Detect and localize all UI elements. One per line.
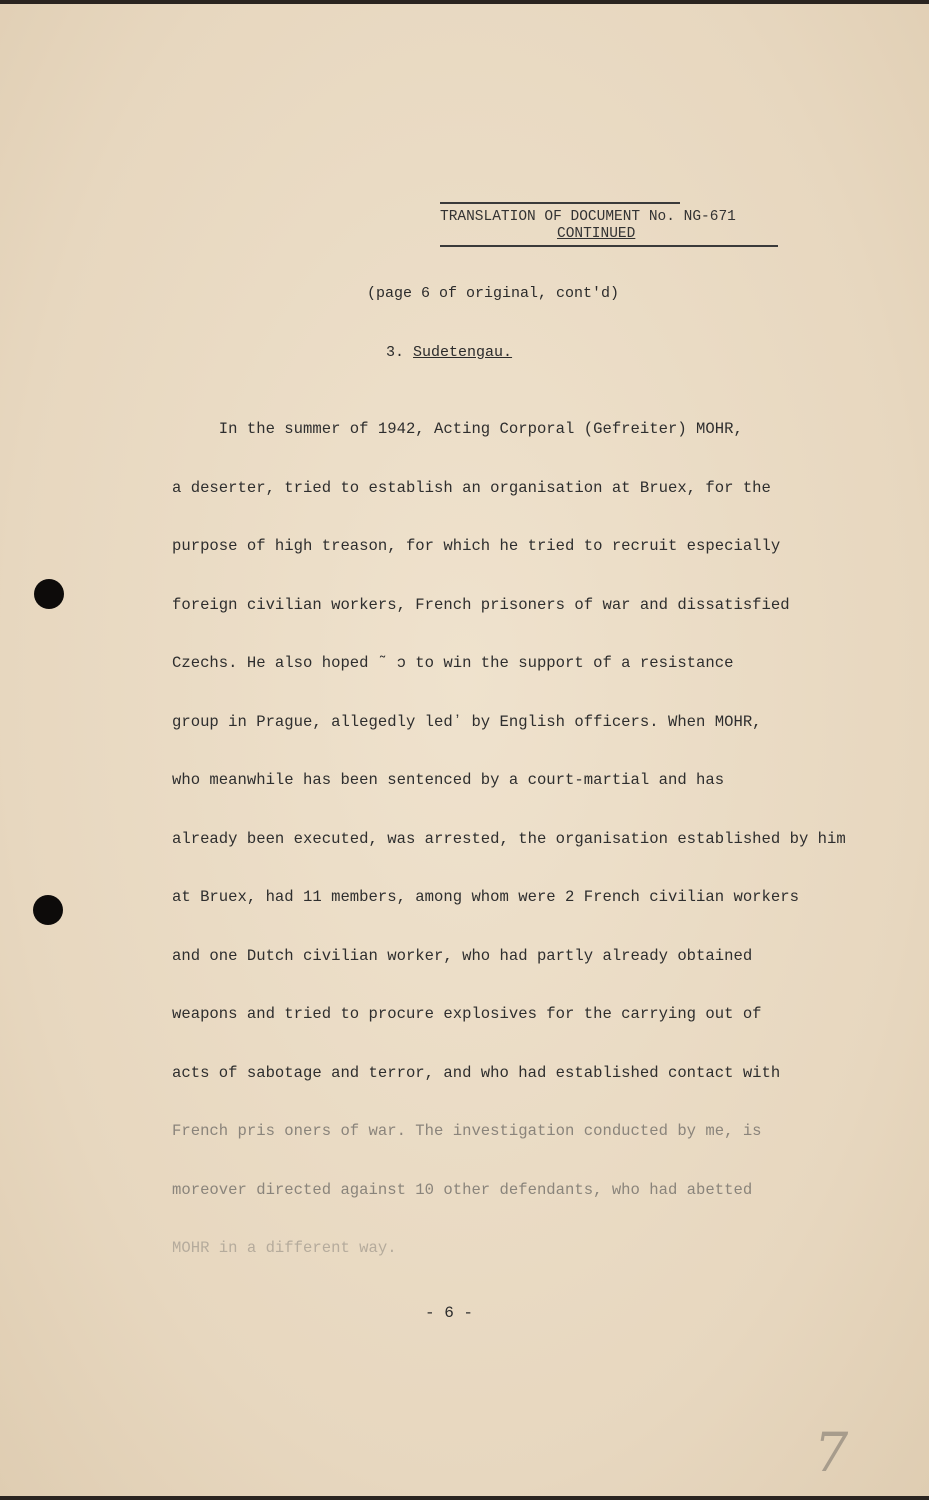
body-line: and one Dutch civilian worker, who had partly already obtained	[172, 946, 753, 965]
section-title: Sudetengau.	[413, 344, 513, 361]
body-paragraph	[172, 381, 872, 1298]
punch-hole-lower	[33, 895, 63, 925]
page-note: (page 6 of original, cont'd)	[367, 285, 620, 302]
header-rule-top	[440, 202, 680, 204]
document-page	[0, 4, 929, 1496]
body-line: at Bruex, had 11 members, among whom were 2 French civilian workers	[172, 888, 799, 906]
continued-label: CONTINUED	[557, 226, 636, 242]
page-number: - 6 -	[425, 1304, 474, 1322]
body-line: French pris oners of war. The investigation conducted by me, is	[172, 1122, 762, 1140]
punch-hole-upper	[34, 579, 64, 609]
body-line: In the summer of 1942, Acting Corporal (Gefreiter) MOHR,	[172, 420, 743, 438]
body-line: foreign civilian workers, French prisoners of war and dissatisfied	[172, 595, 790, 614]
body-line: purpose of high treason, for which he tried to recruit especially	[172, 537, 781, 555]
body-line: already been executed, was arrested, the organisation established by him	[172, 829, 846, 848]
handwritten-folio-number: 7	[808, 1421, 854, 1484]
body-line: group in Prague, allegedly ledʼ by English officers. When MOHR,	[172, 712, 762, 731]
document-title: TRANSLATION OF DOCUMENT No. NG-671	[440, 209, 736, 225]
body-line: MOHR in a different way.	[172, 1239, 397, 1257]
header-rule-bottom	[440, 245, 778, 247]
body-line: weapons and tried to procure explosives for the carrying out of	[172, 1005, 762, 1023]
section-number: 3.	[386, 344, 405, 361]
document-header	[440, 202, 780, 247]
body-line: acts of sabotage and terror, and who had established contact with	[172, 1063, 781, 1082]
section-heading	[386, 344, 512, 361]
body-line: who meanwhile has been sentenced by a court-martial and has	[172, 771, 725, 789]
body-line: moreover directed against 10 other defendants, who had abetted	[172, 1180, 753, 1199]
body-line: Czechs. He also hoped ˜ ɔ to win the support of a resistance	[172, 654, 734, 672]
body-line: a deserter, tried to establish an organisation at Bruex, for the	[172, 478, 771, 497]
